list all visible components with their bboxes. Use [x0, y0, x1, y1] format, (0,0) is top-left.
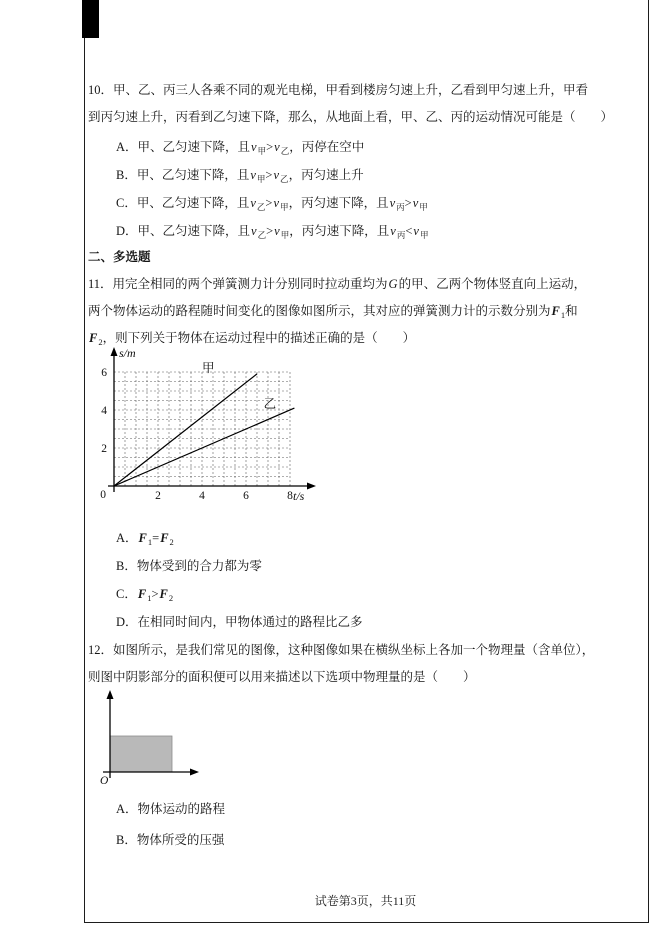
svg-text:8: 8	[287, 490, 293, 502]
q12-y-arrow-icon	[107, 690, 114, 699]
q12-stem-line1: 12．如图所示，是我们常见的图像，这种图像如果在横纵坐标上各加一个物理量（含单位），	[88, 643, 595, 657]
q11-stem-line2: 两个物体运动的路程随时间变化的图像如图所示，其对应的弹簧测力计的示数分别为$F_1$和	[88, 304, 578, 320]
svg-text:s/m: s/m	[119, 346, 136, 360]
q12-shaded-region	[110, 736, 172, 772]
svg-text:t/s: t/s	[293, 489, 305, 503]
q12-graph-svg	[96, 688, 226, 790]
svg-text:乙: 乙	[263, 397, 277, 412]
svg-text:6: 6	[243, 490, 249, 502]
svg-text:2: 2	[101, 443, 107, 455]
q10-option-a: A．甲、乙匀速下降，且$v_甲>v_乙$，丙停在空中	[116, 140, 365, 156]
svg-text:4: 4	[199, 490, 205, 502]
svg-text:6: 6	[101, 367, 107, 379]
corner-black-tab	[82, 0, 99, 38]
q11-graph-svg	[90, 344, 325, 506]
section-header-multi-choice: 二、多选题	[88, 250, 151, 264]
svg-text:2: 2	[155, 490, 161, 502]
q12-option-a: A．物体运动的路程	[116, 802, 226, 816]
svg-text:0: 0	[100, 489, 106, 501]
q11-stem-line3: $F_2$，则下列关于物体在运动过程中的描述正确的是（ ）	[89, 331, 416, 347]
q10-option-d: D．甲、乙匀速下降，且$v_乙>v_甲$，丙匀速下降，且$v_丙<v_甲$	[116, 224, 429, 240]
svg-text:4: 4	[101, 405, 107, 417]
svg-text:甲: 甲	[202, 361, 215, 375]
q12-option-b: B．物体所受的压强	[116, 833, 225, 847]
q10-option-b: B．甲、乙匀速下降，且$v_甲>v_乙$，丙匀速上升	[116, 168, 364, 184]
q10-stem-line1: 10．甲、乙、丙三人各乘不同的观光电梯，甲看到楼房匀速上升，乙看到甲匀速上升，甲看	[88, 83, 589, 97]
q11-option-d: D．在相同时间内，甲物体通过的路程比乙多	[116, 615, 363, 629]
page-footer: 试卷第3页，共11页	[314, 894, 417, 908]
q10-option-c: C．甲、乙匀速下降，且$v_乙>v_甲$，丙匀速下降，且$v_丙>v_甲$	[116, 196, 428, 212]
q11-option-a: A．$F_1=F_2$	[116, 531, 174, 547]
q12-x-arrow-icon	[190, 769, 199, 776]
q12-origin-label: O	[100, 775, 109, 787]
q11-option-b: B．物体受到的合力都为零	[116, 559, 262, 573]
q11-stem-line1: 11．用完全相同的两个弹簧测力计分别同时拉动重均为G的甲、乙两个物体竖直向上运动，	[88, 277, 587, 291]
q12-stem-line2: 则图中阴影部分的面积便可以用来描述以下选项中物理量的是（ ）	[88, 670, 476, 684]
q10-stem-line2: 到丙匀速上升，丙看到乙匀速下降，那么，从地面上看，甲、乙、丙的运动情况可能是（ ）	[88, 110, 614, 124]
q11-option-c: C．$F_1>F_2$	[116, 587, 174, 603]
